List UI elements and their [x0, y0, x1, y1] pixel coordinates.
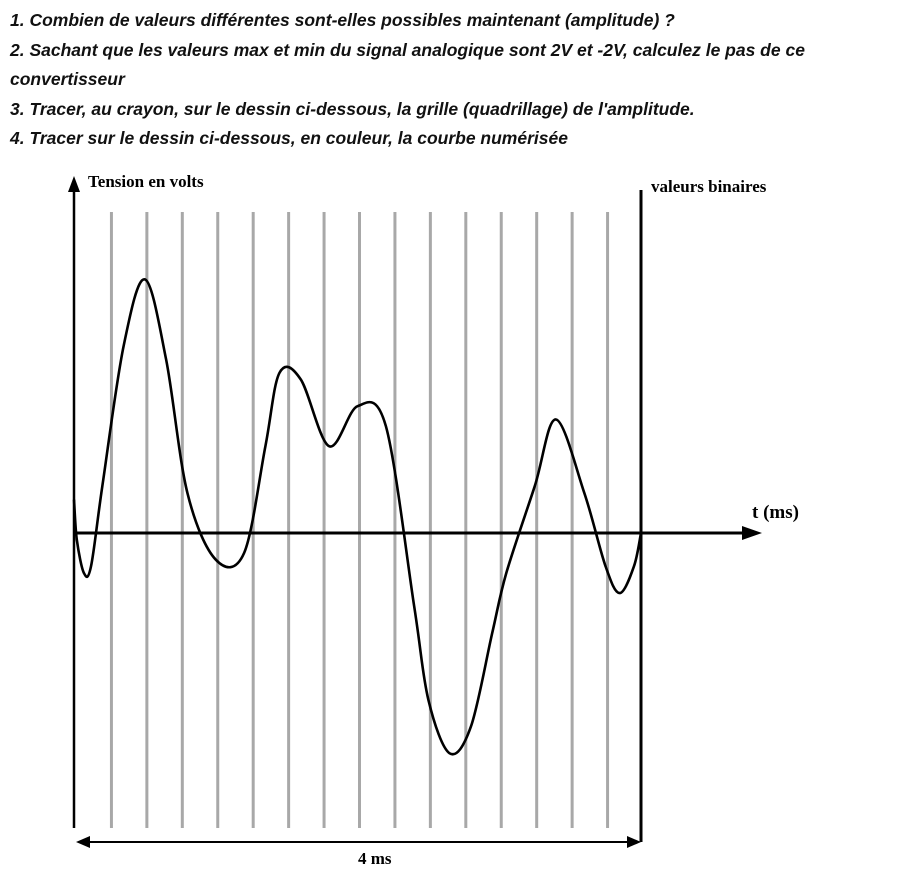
duration-arrow-right-head — [627, 836, 641, 848]
duration-label: 4 ms — [358, 849, 392, 868]
x-axis-arrow — [742, 526, 762, 540]
sampling-grid — [111, 212, 607, 828]
x-axis-label: t (ms) — [752, 502, 799, 523]
analog-signal-curve — [74, 279, 641, 754]
y-axis-arrow — [68, 176, 80, 192]
duration-arrow-left-head — [76, 836, 90, 848]
question-2: 2. Sachant que les valeurs max et min du signal analogique sont 2V et -2V, calculez le pas de ce convertisseur — [10, 39, 805, 89]
binary-values-label: valeurs binaires — [651, 177, 767, 196]
question-3: 3. Tracer, au crayon, sur le dessin ci-dessous, la grille (quadrillage) de l'amplitude. — [10, 98, 695, 119]
y-axis-label: Tension en volts — [88, 172, 204, 191]
question-4: 4. Tracer sur le dessin ci-dessous, en couleur, la courbe numérisée — [10, 128, 568, 148]
question-1: 1. Combien de valeurs différentes sont-elles possibles maintenant (amplitude) ? — [10, 10, 675, 30]
